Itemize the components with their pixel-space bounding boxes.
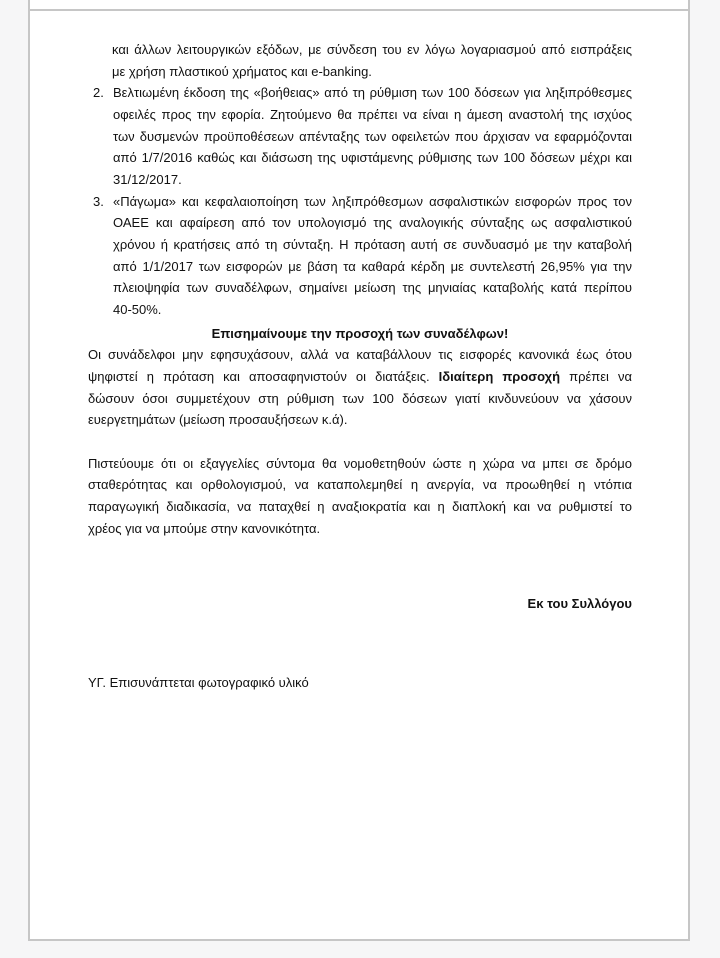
text-line bbox=[112, 61, 632, 83]
postscript: ΥΓ. Επισυνάπτεται φωτογραφικό υλικό bbox=[88, 675, 309, 691]
text-line bbox=[88, 518, 632, 540]
text-segment: οφειλές προς την εφορία. Ζητούμενο θα πρέπει να είναι η άμεση αναστολή της ισχύος bbox=[113, 106, 632, 122]
text-segment: Οι συνάδελφοι μην εφησυχάσουν, αλλά να καταβάλλουν τις εισφορές κανονικά έως ότου bbox=[88, 347, 632, 363]
paragraph bbox=[88, 344, 632, 431]
text-line bbox=[88, 388, 632, 410]
text-line bbox=[113, 212, 632, 234]
text-segment: Πιστεύουμε ότι οι εξαγγελίες σύντομα θα νομοθετηθούν ώστε η χώρα να μπει σε δρόμο bbox=[88, 455, 632, 471]
text-line bbox=[113, 299, 632, 321]
list-item bbox=[88, 82, 632, 190]
text-segment: «Πάγωμα» και κεφαλαιοποίηση των ληξιπρόθεσμων ασφαλιστικών εισφορών προς τον bbox=[113, 193, 632, 209]
text-line bbox=[113, 147, 632, 169]
text-segment: με χρήση πλαστικού χρήματος και e-banking. bbox=[112, 63, 372, 79]
text-segment: των δυσμενών προϋποθέσεων απένταξης των οφειλετών που άρχισαν να εφαρμόζονται bbox=[113, 128, 632, 144]
text-line bbox=[113, 126, 632, 148]
numbered-list bbox=[88, 39, 632, 321]
text-line bbox=[113, 277, 632, 299]
text-segment: και άλλων λειτουργικών εξόδων, με σύνδεση του εν λόγω λογαριασμού από εισπράξεις bbox=[112, 42, 632, 57]
text-segment: παραγωγική διαδικασία, να παταχθεί η αναξιοκρατία και η διαπλοκή και να ρυθμιστεί το bbox=[88, 499, 632, 515]
text-segment: χρέος για να μπούμε στην κανονικότητα. bbox=[88, 520, 321, 536]
text-line bbox=[88, 496, 632, 518]
paragraph bbox=[88, 453, 632, 540]
text-segment: ΟΑΕΕ και αφαίρεση από τον υπολογισμό της αναλογικής σύνταξης ως ασφαλιστικού bbox=[113, 215, 632, 231]
text-line bbox=[113, 169, 632, 191]
text-segment: Βελτιωμένη έκδοση της «βοήθειας» από τη ρύθμιση των 100 δόσεων για ληξιπρόθεσμες bbox=[113, 85, 632, 101]
previous-page-edge bbox=[28, 0, 690, 9]
text-line bbox=[88, 366, 632, 388]
page-content bbox=[88, 39, 632, 694]
text-segment: από 1/1/2017 των εισφορών με βάση τα καθαρά κέρδη με συντελεστή 26,95% για την bbox=[113, 258, 632, 274]
text-segment: πλειοψηφία των συναδέλφων, σημαίνει μείωση της μηνιαίας καταβολής κατά περίπου bbox=[113, 280, 632, 296]
text-line bbox=[88, 453, 632, 475]
text-segment: 31/12/2017. bbox=[113, 171, 182, 187]
text-line bbox=[113, 82, 632, 104]
list-item bbox=[88, 39, 632, 82]
body-paragraphs bbox=[88, 344, 632, 539]
text-segment: δώσουν όσοι συμμετέχουν στη ρύθμιση των 100 δόσεων γιατί κινδυνεύουν να χάσουν bbox=[88, 390, 632, 406]
text-segment: ψηφιστεί η πρόταση και αποσαφηνιστούν οι διατάξεις. bbox=[88, 368, 439, 384]
document-page bbox=[28, 9, 690, 941]
text-line bbox=[112, 39, 632, 61]
text-segment: χρόνου ή κρατήσεις από τη σύνταξη. Η πρόταση αυτή σε συνδυασμό με την καταβολή bbox=[113, 236, 632, 252]
list-item-number: 3. bbox=[93, 193, 104, 209]
text-segment: από 1/7/2016 καθώς και διάσωση της υφιστάμενης ρύθμισης των 100 δόσεων μέχρι και bbox=[113, 150, 632, 166]
text-segment: ευεργετημάτων (μείωση προσαυξήσεων κ.ά). bbox=[88, 412, 348, 428]
text-line bbox=[113, 104, 632, 126]
section-heading: Επισημαίνουμε την προσοχή των συναδέλφων! bbox=[211, 325, 509, 341]
bold-text: Ιδιαίτερη προσοχή bbox=[438, 368, 561, 384]
text-line bbox=[113, 191, 632, 213]
list-item-number: 2. bbox=[93, 85, 104, 101]
text-line bbox=[88, 409, 632, 431]
text-segment: 40-50%. bbox=[113, 301, 162, 317]
text-line bbox=[88, 474, 632, 496]
text-segment: πρέπει να bbox=[560, 368, 632, 384]
text-line bbox=[113, 234, 632, 256]
list-item bbox=[88, 191, 632, 321]
text-segment: σταθερότητας και ορθολογισμού, να καταπολεμηθεί η ανεργία, να προωθηθεί η ντόπια bbox=[88, 477, 632, 493]
text-line bbox=[113, 256, 632, 278]
text-line bbox=[88, 344, 632, 366]
signature: Εκ του Συλλόγου bbox=[527, 596, 632, 612]
